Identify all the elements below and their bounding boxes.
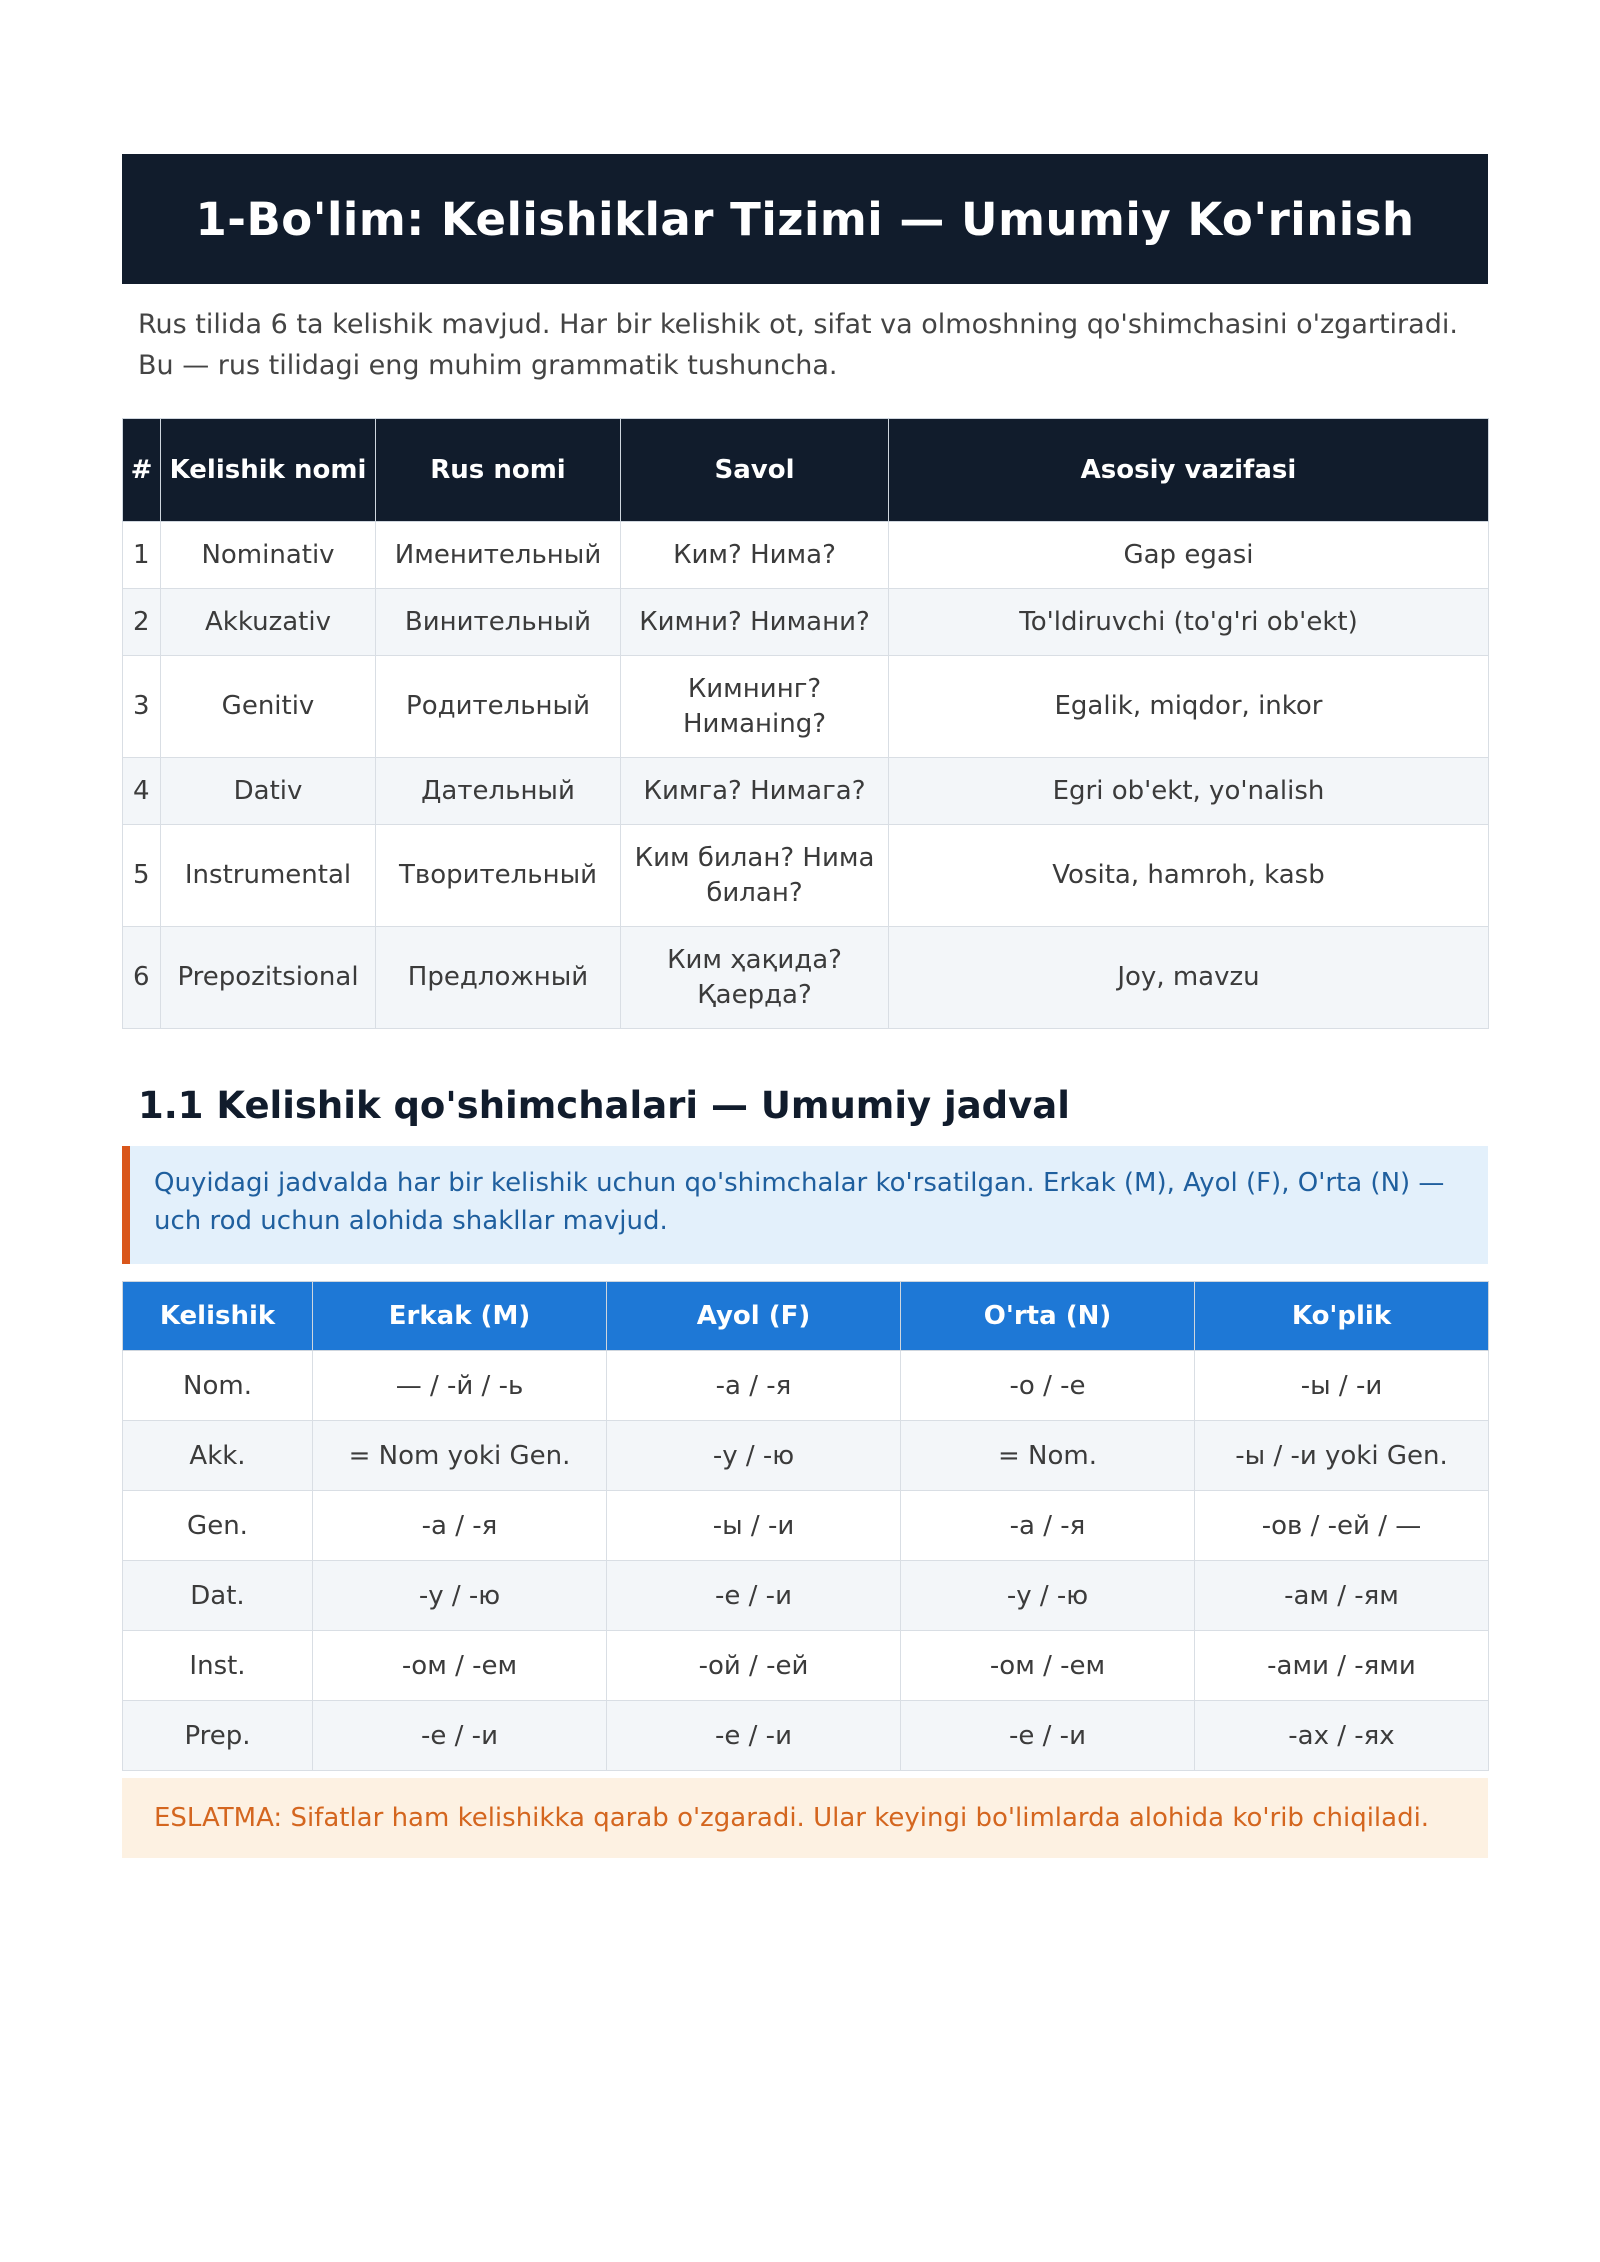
ending-feminine: -у / -ю <box>607 1421 901 1491</box>
ending-feminine: -ы / -и <box>607 1491 901 1561</box>
case-function: Gap egasi <box>889 522 1489 589</box>
table-row <box>123 1561 1489 1631</box>
ending-plural: -ов / -ей / — <box>1195 1491 1489 1561</box>
cases-table-header-row <box>123 419 1489 522</box>
intro-line-2: Bu — rus tilidagi eng muhim grammatik tushuncha. <box>138 350 838 381</box>
ending-case: Prep. <box>123 1701 313 1771</box>
case-number: 3 <box>123 656 161 758</box>
case-question: Кимнинг? Ниманing? <box>621 656 889 758</box>
case-name: Genitiv <box>161 656 376 758</box>
endings-header-feminine: Ayol (F) <box>607 1282 901 1351</box>
case-function: Egri ob'ekt, yo'nalish <box>889 758 1489 825</box>
table-row <box>123 1351 1489 1421</box>
case-name: Akkuzativ <box>161 589 376 656</box>
case-number: 5 <box>123 825 161 927</box>
note-text: ESLATMA: Sifatlar ham kelishikka qarab o'zgaradi. Ular keyingi bo'limlarda alohida ko'rib chiqiladi. <box>154 1803 1430 1833</box>
ending-masculine: — / -й / -ь <box>313 1351 607 1421</box>
ending-case: Dat. <box>123 1561 313 1631</box>
ending-masculine: -е / -и <box>313 1701 607 1771</box>
ending-masculine: -у / -ю <box>313 1561 607 1631</box>
case-russian-name: Винительный <box>376 589 621 656</box>
case-name: Nominativ <box>161 522 376 589</box>
ending-plural: -ы / -и <box>1195 1351 1489 1421</box>
note-callout <box>122 1778 1488 1858</box>
ending-masculine: = Nom yoki Gen. <box>313 1421 607 1491</box>
case-russian-name: Родительный <box>376 656 621 758</box>
endings-header-plural: Ko'plik <box>1195 1282 1489 1351</box>
endings-table <box>122 1281 1489 1771</box>
table-row <box>123 1701 1489 1771</box>
ending-case: Inst. <box>123 1631 313 1701</box>
case-russian-name: Творительный <box>376 825 621 927</box>
table-row <box>123 1491 1489 1561</box>
case-question: Ким билан? Нима билан? <box>621 825 889 927</box>
endings-header-masculine: Erkak (M) <box>313 1282 607 1351</box>
ending-neuter: -а / -я <box>901 1491 1195 1561</box>
case-number: 2 <box>123 589 161 656</box>
ending-feminine: -е / -и <box>607 1701 901 1771</box>
table-row <box>123 1421 1489 1491</box>
ending-masculine: -ом / -ем <box>313 1631 607 1701</box>
table-row <box>123 656 1489 758</box>
ending-feminine: -е / -и <box>607 1561 901 1631</box>
case-question: Кимни? Нимани? <box>621 589 889 656</box>
case-number: 4 <box>123 758 161 825</box>
case-function: Joy, mavzu <box>889 927 1489 1029</box>
ending-neuter: -о / -е <box>901 1351 1195 1421</box>
case-function: To'ldiruvchi (to'g'ri ob'ekt) <box>889 589 1489 656</box>
title-banner <box>122 154 1488 284</box>
cases-header-russian: Rus nomi <box>376 419 621 522</box>
case-russian-name: Дательный <box>376 758 621 825</box>
ending-case: Nom. <box>123 1351 313 1421</box>
intro-line-1: Rus tilida 6 ta kelishik mavjud. Har bir kelishik ot, sifat va olmoshning qo'shimchasini o'zgartiradi. <box>138 309 1458 340</box>
table-row <box>123 825 1489 927</box>
cases-header-name: Kelishik nomi <box>161 419 376 522</box>
case-name: Dativ <box>161 758 376 825</box>
case-function: Vosita, hamroh, kasb <box>889 825 1489 927</box>
intro-paragraph <box>138 304 1498 386</box>
ending-neuter: -ом / -ем <box>901 1631 1195 1701</box>
ending-plural: -ам / -ям <box>1195 1561 1489 1631</box>
page-title: 1-Bo'lim: Kelishiklar Tizimi — Umumiy Ko'rinish <box>195 192 1415 246</box>
endings-header-neuter: O'rta (N) <box>901 1282 1195 1351</box>
info-line-1: Quyidagi jadvalda har bir kelishik uchun qo'shimchalar ko'rsatilgan. Erkak (M), Ayol (F), O'rta (N) — <box>154 1168 1445 1198</box>
ending-case: Akk. <box>123 1421 313 1491</box>
case-number: 6 <box>123 927 161 1029</box>
table-row <box>123 927 1489 1029</box>
table-row <box>123 589 1489 656</box>
ending-feminine: -ой / -ей <box>607 1631 901 1701</box>
ending-neuter: = Nom. <box>901 1421 1195 1491</box>
ending-case: Gen. <box>123 1491 313 1561</box>
ending-neuter: -у / -ю <box>901 1561 1195 1631</box>
ending-feminine: -а / -я <box>607 1351 901 1421</box>
table-row <box>123 522 1489 589</box>
ending-plural: -ами / -ями <box>1195 1631 1489 1701</box>
case-russian-name: Именительный <box>376 522 621 589</box>
case-question: Ким? Нима? <box>621 522 889 589</box>
section-heading: 1.1 Kelishik qo'shimchalari — Umumiy jadval <box>138 1084 1070 1127</box>
table-row <box>123 758 1489 825</box>
cases-header-function: Asosiy vazifasi <box>889 419 1489 522</box>
endings-header-case: Kelishik <box>123 1282 313 1351</box>
cases-table <box>122 418 1489 1029</box>
case-name: Instrumental <box>161 825 376 927</box>
case-function: Egalik, miqdor, inkor <box>889 656 1489 758</box>
cases-header-num: # <box>123 419 161 522</box>
table-row <box>123 1631 1489 1701</box>
case-name: Prepozitsional <box>161 927 376 1029</box>
ending-plural: -ы / -и yoki Gen. <box>1195 1421 1489 1491</box>
case-question: Ким ҳақида? Қаерда? <box>621 927 889 1029</box>
info-line-2: uch rod uchun alohida shakllar mavjud. <box>154 1206 668 1236</box>
endings-table-header-row <box>123 1282 1489 1351</box>
ending-plural: -ах / -ях <box>1195 1701 1489 1771</box>
case-question: Кимга? Нимага? <box>621 758 889 825</box>
case-russian-name: Предложный <box>376 927 621 1029</box>
ending-masculine: -а / -я <box>313 1491 607 1561</box>
cases-header-question: Savol <box>621 419 889 522</box>
info-callout <box>122 1146 1488 1264</box>
ending-neuter: -е / -и <box>901 1701 1195 1771</box>
case-number: 1 <box>123 522 161 589</box>
